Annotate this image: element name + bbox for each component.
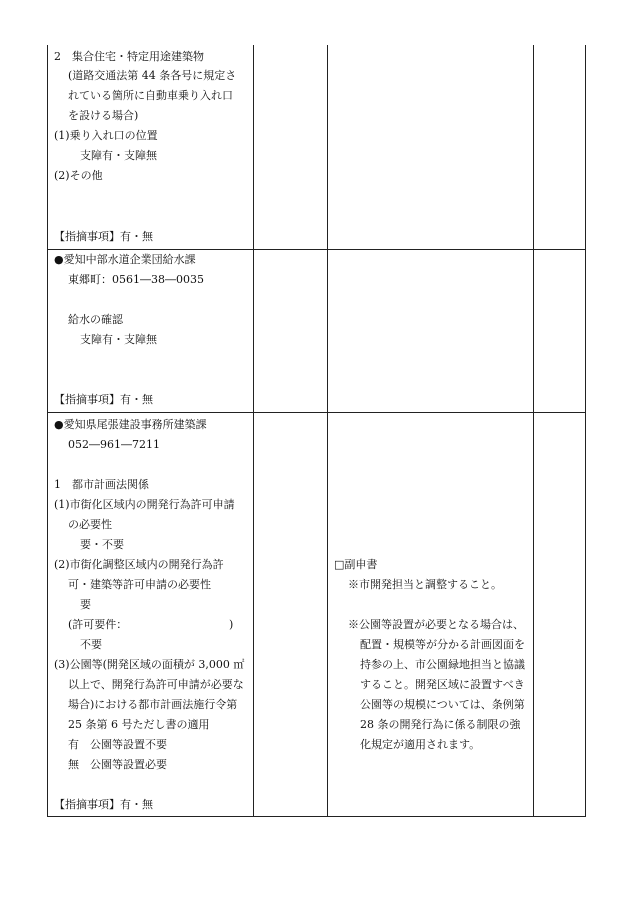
note-line: 公園等の規模については、条例第 bbox=[360, 698, 525, 711]
checkbox-line: □副申書 bbox=[334, 558, 378, 571]
blank-cell bbox=[254, 45, 328, 250]
section-heading: 1 都市計画法関係 bbox=[54, 478, 149, 491]
department-name: ●愛知県尾張建設事務所建築課 bbox=[54, 418, 207, 431]
note-line: すること。開発区域に設置すべき bbox=[360, 678, 525, 691]
section-heading: 2 集合住宅・特定用途建築物 bbox=[54, 50, 204, 63]
table-row bbox=[48, 413, 586, 817]
blank-cell bbox=[534, 45, 586, 250]
option-line: 不要 bbox=[80, 638, 102, 651]
phone-number: 東郷町：0561―38―0035 bbox=[68, 273, 204, 286]
findings-line: 【指摘事項】有・無 bbox=[54, 230, 153, 243]
text-line: れている箇所に自動車乗り入れ口 bbox=[68, 89, 233, 102]
blank-cell bbox=[254, 413, 328, 817]
option-line: 有 公園等設置不要 bbox=[68, 738, 167, 751]
option-line: 支障有・支障無 bbox=[80, 333, 157, 346]
text-line: (1)乗り入れ口の位置 bbox=[54, 129, 158, 142]
table-row bbox=[48, 45, 586, 250]
note-line: 配置・規模等が分かる計画図面を bbox=[360, 638, 525, 651]
findings-line: 【指摘事項】有・無 bbox=[54, 393, 153, 406]
option-line: 要・不要 bbox=[80, 538, 124, 551]
note-line: ※市開発担当と調整すること。 bbox=[348, 578, 502, 591]
text-line: 可・建築等許可申請の必要性 bbox=[68, 578, 211, 591]
department-name: ●愛知中部水道企業団給水課 bbox=[54, 253, 196, 266]
text-line: の必要性 bbox=[68, 518, 112, 531]
notes-cell bbox=[328, 45, 534, 250]
text-line: (1)市街化区域内の開発行為許可申請 bbox=[54, 498, 235, 511]
text-line: (道路交通法第 44 条各号に規定さ bbox=[68, 69, 237, 82]
note-line: 化規定が適用されます。 bbox=[360, 738, 481, 751]
option-line: 無 公園等設置必要 bbox=[68, 758, 167, 771]
notes-cell bbox=[328, 413, 534, 817]
blank-cell bbox=[534, 413, 586, 817]
text-line: 25 条第 6 号ただし書の適用 bbox=[68, 718, 210, 731]
blank-cell bbox=[254, 250, 328, 413]
review-table bbox=[47, 45, 586, 817]
text-line: を設ける場合) bbox=[68, 109, 139, 122]
phone-number: 052―961―7211 bbox=[68, 438, 160, 451]
text-line: 場合)における都市計画法施行令第 bbox=[68, 698, 238, 711]
note-line: ※公園等設置が必要となる場合は、 bbox=[348, 618, 524, 631]
text-line: (2)その他 bbox=[54, 169, 103, 182]
notes-cell bbox=[328, 250, 534, 413]
findings-line: 【指摘事項】有・無 bbox=[54, 798, 153, 811]
text-line: 給水の確認 bbox=[68, 313, 123, 326]
text-line: (許可要件： bbox=[68, 618, 128, 631]
note-line: 28 条の開発行為に係る制限の強 bbox=[360, 718, 521, 731]
item-cell bbox=[48, 413, 254, 817]
item-cell bbox=[48, 45, 254, 250]
blank-cell bbox=[534, 250, 586, 413]
text-line: (3)公園等(開発区域の面積が 3,000 ㎡ bbox=[54, 658, 245, 671]
item-cell bbox=[48, 250, 254, 413]
option-line: 要 bbox=[80, 598, 91, 611]
text-line: (2)市街化調整区域内の開発行為許 bbox=[54, 558, 224, 571]
text-line: ) bbox=[229, 618, 234, 631]
text-line: 以上で、開発行為許可申請が必要な bbox=[68, 678, 244, 691]
note-line: 持参の上、市公園緑地担当と協議 bbox=[360, 658, 525, 671]
table-row bbox=[48, 250, 586, 413]
option-line: 支障有・支障無 bbox=[80, 149, 157, 162]
